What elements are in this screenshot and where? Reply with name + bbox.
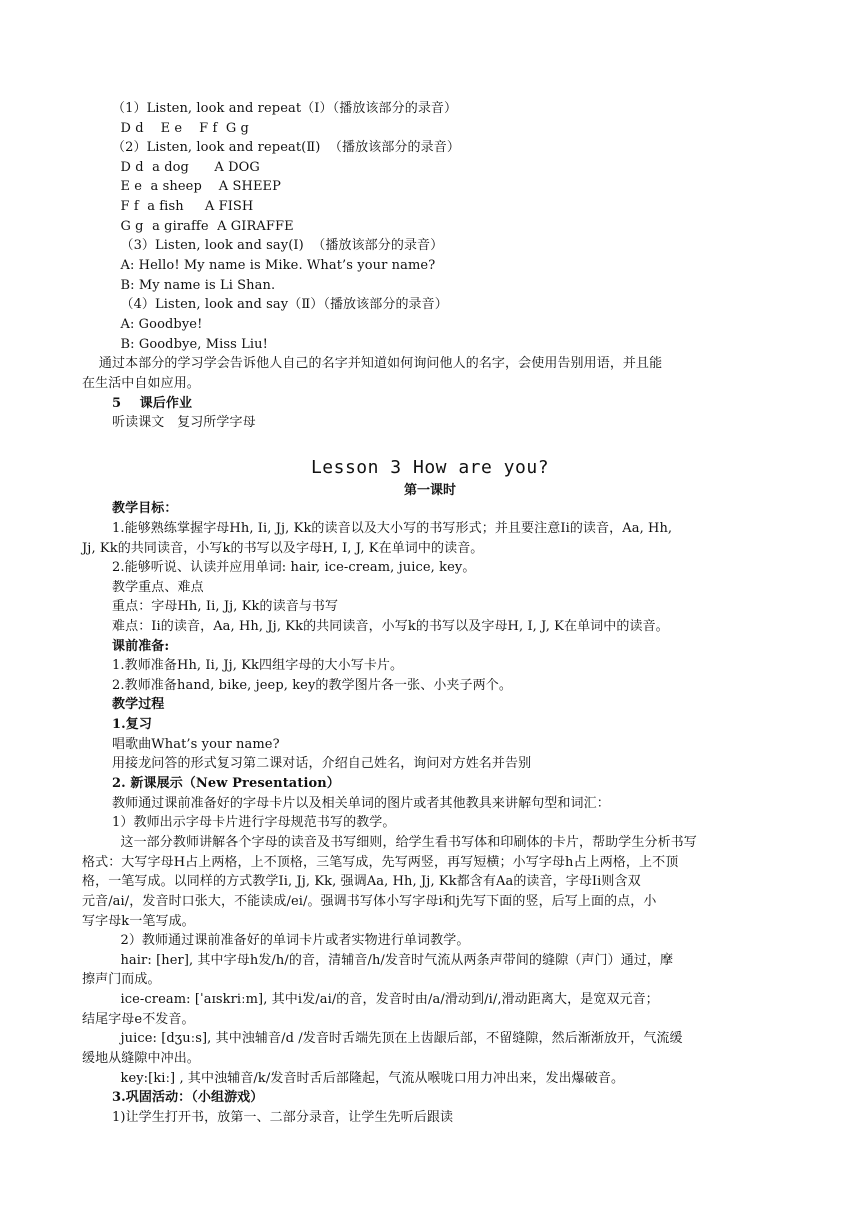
text-line: 格，一笔写成。以同样的方式教学Ii, Jj, Kk, 强调Aa, Hh, Jj, Kk都含有Aa的读音，字母Ii则含双 — [82, 874, 641, 889]
text-line: G g a giraffe A GIRAFFE — [112, 219, 294, 234]
text-line: A: Goodbye! — [112, 317, 203, 332]
text-line: B: My name is Li Shan. — [112, 278, 276, 293]
text-line: juice: [dʒuːs], 其中浊辅音/d /发音时舌端先顶在上齿龈后部，不留缝隙，然后渐渐放开，气流缓 — [112, 1031, 683, 1046]
text-line: A: Hello! My name is Mike. What’s your name? — [112, 258, 436, 273]
text-line: 1.教师准备Hh, Ii, Jj, Kk四组字母的大小写卡片。 — [112, 658, 404, 673]
section-heading: 3.巩固活动：（小组游戏） — [112, 1090, 264, 1105]
text-line: 唱歌曲What’s your name? — [112, 737, 280, 752]
text-line: 2.能够听说、认读并应用单词: hair, ice-cream, juice, key。 — [112, 560, 476, 575]
section-heading: 教学目标： — [112, 501, 178, 516]
text-line: E e a sheep A SHEEP — [112, 179, 281, 194]
text-line: 难点：Ii的读音，Aa, Hh, Jj, Kk的共同读音，小写k的书写以及字母H, I, J, K在单词中的读音。 — [112, 619, 669, 634]
text-line: 格式：大写字母H占上两格，上不顶格，三笔写成，先写两竖，再写短横；小写字母h占上两格，上不顶 — [82, 855, 679, 870]
text-line: D d a dog A DOG — [112, 160, 260, 175]
text-line: 通过本部分的学习学会告诉他人自己的名字并知道如何询问他人的名字，会使用告别用语，并且能 — [82, 356, 663, 371]
text-line: 1.能够熟练掌握字母Hh, Ii, Jj, Kk的读音以及大小写的书写形式；并且要注意Ii的读音，Aa, Hh, — [112, 521, 673, 536]
text-line: （3）Listen, look and say(Ⅰ) （播放该部分的录音） — [112, 238, 444, 253]
text-line: 在生活中自如应用。 — [82, 376, 200, 391]
text-line: 用接龙问答的形式复习第二课对话，介绍自己姓名，询问对方姓名并告别 — [112, 756, 532, 771]
section-heading: 课前准备: — [112, 639, 170, 654]
lesson-subtitle: 第一课时 — [403, 483, 456, 498]
section-heading: 1.复习 — [112, 717, 152, 732]
text-line: key:[kiː] , 其中浊辅音/k/发音时舌后部隆起，气流从喉咙口用力冲出来，发出爆破音。 — [112, 1071, 625, 1086]
text-line: 听读课文 复习所学字母 — [112, 415, 256, 430]
text-line: 1）教师出示字母卡片进行字母规范书写的教学。 — [112, 815, 396, 830]
text-line: 教学重点、难点 — [112, 580, 204, 595]
text-line: 缓地从缝隙中冲出。 — [82, 1051, 200, 1066]
text-line: （2）Listen, look and repeat(Ⅱ) （播放该部分的录音） — [112, 140, 460, 155]
text-line: hair: [her], 其中字母h发/h/的音，清辅音/h/发音时气流从两条声带间的缝隙（声门）通过，摩 — [112, 953, 674, 968]
text-line: B: Goodbye, Miss Liu! — [112, 337, 268, 352]
text-line: 重点：字母Hh, Ii, Jj, Kk的读音与书写 — [112, 599, 339, 614]
text-line: 2.教师准备hand, bike, jeep, key的教学图片各一张、小夹子两个。 — [112, 678, 512, 693]
text-line: D d E e F f G g — [112, 121, 249, 136]
section-heading: 教学过程 — [112, 697, 165, 712]
lesson-title: Lesson 3 How are you? — [310, 457, 550, 478]
text-line: 教师通过课前准备好的字母卡片以及相关单词的图片或者其他教具来讲解句型和词汇： — [112, 796, 610, 811]
text-line: 写字母k一笔写成。 — [82, 914, 195, 929]
text-line: 2）教师通过课前准备好的单词卡片或者实物进行单词教学。 — [112, 933, 470, 948]
text-line: （1）Listen, look and repeat（Ⅰ）（播放该部分的录音） — [112, 101, 458, 116]
text-line: ice-cream: [ˈaɪskriːm], 其中i发/ai/的音，发音时由/a/滑动到/i/,滑动距离大，是宽双元音； — [112, 992, 659, 1007]
text-line: 结尾字母e不发音。 — [82, 1012, 195, 1027]
text-line: （4）Listen, look and say（Ⅱ）（播放该部分的录音） — [112, 297, 448, 312]
text-line: 1)让学生打开书，放第一、二部分录音，让学生先听后跟读 — [112, 1110, 454, 1125]
text-line: Jj, Kk的共同读音，小写k的书写以及字母H, I, J, K在单词中的读音。 — [82, 541, 484, 556]
section-heading: 2. 新课展示（New Presentation） — [112, 776, 340, 791]
text-line: F f a fish A FISH — [112, 199, 254, 214]
text-line: 擦声门而成。 — [82, 972, 161, 987]
section-heading: 5 课后作业 — [112, 396, 193, 411]
text-line: 这一部分教师讲解各个字母的读音及书写细则，给学生看书写体和印刷体的卡片，帮助学生分析书写 — [112, 835, 697, 850]
text-line: 元音/ai/，发音时口张大，不能读成/ei/。强调书写体小写字母i和j先写下面的竖，后写上面的点，小 — [82, 894, 657, 909]
